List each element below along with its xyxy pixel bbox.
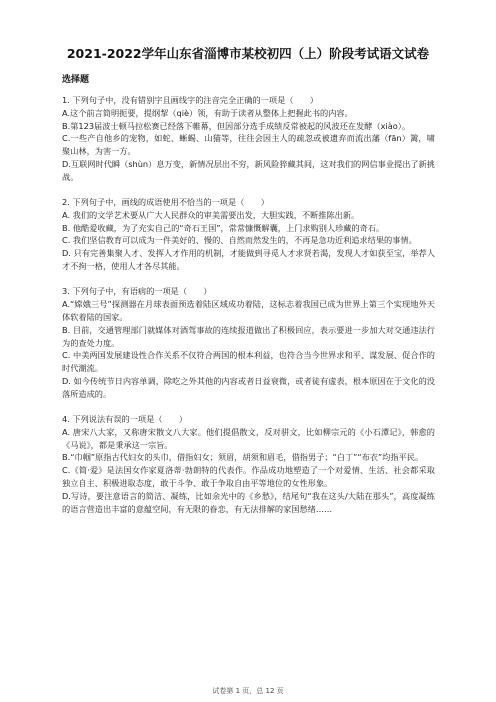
question-stem: 4. 下列说法有误的一项是（ ） (62, 414, 188, 425)
option-c: C. 中美两国发展建设性合作关系不仅符合两国的根本利益，也符合当今世界求和平、谋发展、促合作的时代潮流。 (62, 350, 435, 374)
option-d: D. 如今传统节日内容单调，除吃之外其他的内容或者日益衰微，或者徒有虚表，根本原因在于文化的没落所造成的。 (62, 375, 435, 399)
question-stem: 2. 下列句子中，画线的成语使用不恰当的一项是（ ） (62, 197, 269, 208)
option-d: D.写诗，要注意语言的简洁、凝练，比如余光中的《乡愁》，结尾句“我在这头/大陆在那头”，高度凝练的语言营造出丰富的意蕴空间，有无限的眷恋，有无法排解的家国愁绪…… (62, 490, 435, 514)
option-b: B. 目前，交通管理部门就媒体对酒驾事故的连续报道做出了积极回应，表示要进一步加大对交通违法行为的查处力度。 (62, 324, 435, 348)
option-b: B.第123届波士顿马拉松赛已经落下帷幕，但因部分选手成绩反常被起的风波还在发酵（xiào）。 (62, 120, 411, 131)
question-2 (62, 196, 435, 273)
option-a: A. 唐宋八大家，又称唐宋散文八大家。他们提倡散文，反对骈文，比如柳宗元的《小石潭记》，韩愈的《马说》，都是秉承这一宗旨。 (62, 426, 435, 450)
question-1 (62, 94, 435, 184)
question-4 (62, 413, 435, 515)
question-stem: 3. 下列句子中，有语病的一项是（ ） (62, 286, 212, 297)
option-c: C. 我们坚信教育可以成为一件美好的、慢的、自然而然发生的，不再是急功近利追求结果的事情。 (62, 235, 417, 246)
question-list (62, 94, 435, 528)
option-b: B. 他酷爱收藏，为了充实自己的“奇石王国”，常常慷慨解囊，上门求购别人珍藏的奇石。 (62, 222, 385, 233)
option-a: A.这个前言简明扼要，提纲挈（qiè）领，有助于读者从整体上把握此书的内容。 (62, 107, 353, 118)
question-stem: 1. 下列句子中，没有错别字且画线字的注音完全正确的一项是（ ） (62, 95, 319, 105)
page-title: 2021-2022学年山东省淄博市某校初四（上）阶段考试语文试卷 (66, 46, 430, 61)
page-footer: 试卷第 1 页，总 12 页 (212, 687, 284, 695)
option-d: D. 只有完善集聚人才、发挥人才作用的机制，才能做到寻觅人才求贤若渴，发现人才如获至宝，举荐人才不拘一格，使用人才各尽其能。 (62, 248, 435, 272)
option-b: B.“巾帼”原指古代妇女的头巾，借指妇女；须眉，胡须和眉毛，借指男子；“白丁”“布衣”均指平民。 (62, 452, 424, 463)
option-d: D.互联网时代瞬（shùn）息万变，新情况层出不穷，新风险猝藏其间，这对我们的网信事业提出了新挑战。 (62, 158, 435, 182)
option-c: C.《简·爱》是法国女作家夏洛蒂·勃朗特的代表作。作品成功地塑造了一个对爱情、生活、社会都采取独立自主、积极进取态度，敢于斗争、敢于争取自由平等地位的女性形象。 (62, 465, 435, 489)
question-3 (62, 285, 435, 400)
option-c: C.一些产自他乡的宠物，如蛇、蜥蜴、山猫等，往往会因主人的疏忽或被遗弃而流出藩（fān）篱，啸聚山林，为害一方。 (62, 133, 435, 157)
section-heading: 选择题 (62, 75, 90, 85)
option-a: A. 我们的文学艺术要从广大人民群众的审美需要出发，大胆实践，不断推陈出新。 (62, 209, 360, 220)
option-a: A.“嫦娥三号”探测器在月球表面预选着陆区域成功着陆，这标志着我国已成为世界上第三个实现地外天体软着陆的国家。 (62, 299, 435, 322)
